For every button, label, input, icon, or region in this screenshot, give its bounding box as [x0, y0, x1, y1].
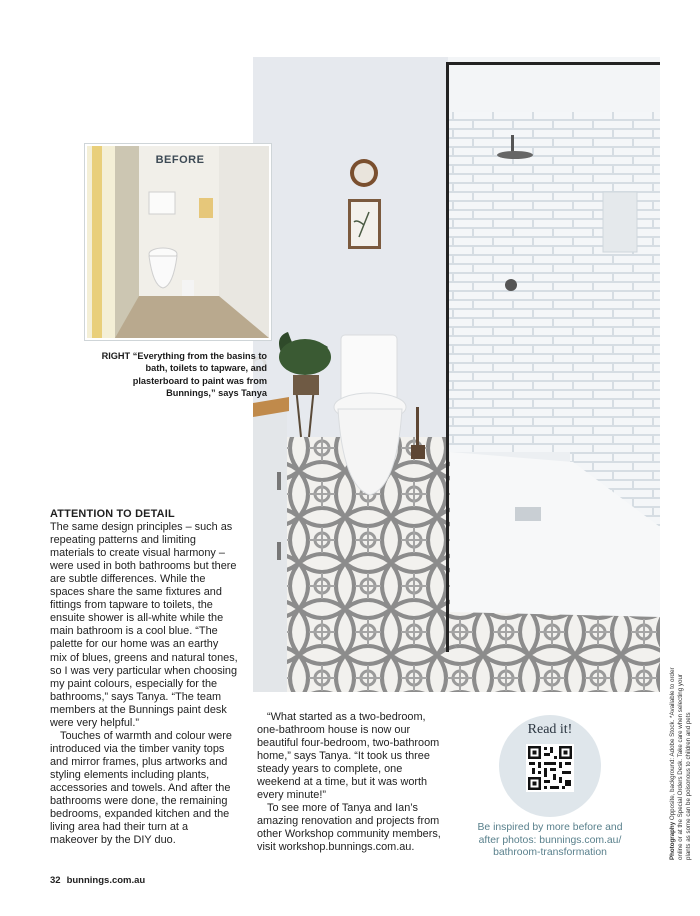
credit-text: Opposite, background: Adobe Stock. *Available to order online or at the Special Orders Desk. Take care when selecting your plants as some can be poisonous to children and pets — [669, 667, 692, 860]
caption-text: “Everything from the basins to bath, toilets to tapware, and plasterboard to paint was from Bunnings,” says Tanya — [132, 351, 267, 399]
section-heading: ATTENTION TO DETAIL — [50, 508, 175, 520]
read-it-title: Read it! — [527, 722, 573, 737]
before-photo — [85, 144, 271, 340]
paragraph: To see more of Tanya and Ian’s amazing renovation and projects from other Workshop community members, visit workshop.bunnings.com.au. — [257, 802, 441, 854]
photo-caption — [92, 350, 267, 400]
paragraph: “What started as a two-bedroom, one-bathroom house is now our beautiful four-bedroom, two-bathroom home,” says Tanya. “It took us three steady years to complete, one weekend at a time, but it was worth every minute!” — [257, 711, 440, 802]
read-it-text: Be inspired by more before and after photos: bunnings.com.au/ bathroom-transformation — [477, 822, 623, 859]
article-column-1 — [50, 508, 238, 847]
photo-credit — [669, 660, 693, 860]
before-label: BEFORE — [155, 154, 205, 166]
article-column-2 — [257, 711, 445, 855]
bathroom-photo — [253, 57, 660, 692]
paragraph: Touches of warmth and colour were introduced via the timber vanity tops and mirror frames, plus artworks and styling elements including plants, accessories and towels. And after the bathrooms were done, the remaining bedrooms, expanded kitchen and the living area had their turn at a makeover by the DIY duo. — [50, 729, 232, 847]
qr-code-icon[interactable] — [526, 744, 574, 792]
paragraph: The same design principles – such as repeating patterns and limiting materials to create visual harmony – were used in both bathrooms but there are subtle differences. While the spaces share the same fixtures and fittings from tapware to toilets, the ensuite shower is all-white while the main bathroom is a cool blue. “The palette for our home was an earthy mix of blues, greens and natural tones, so I was very particular when choosing my paint colours, especially for the bathrooms,” says Tanya. “The team members at the Bunnings paint desk were very helpful.” — [50, 521, 238, 729]
caption-lead: RIGHT — [101, 351, 131, 361]
page-footer — [50, 875, 151, 886]
footer-site: bunnings.com.au — [66, 875, 146, 886]
credit-label: Photography — [669, 821, 676, 860]
page-number: 32 — [50, 875, 61, 886]
